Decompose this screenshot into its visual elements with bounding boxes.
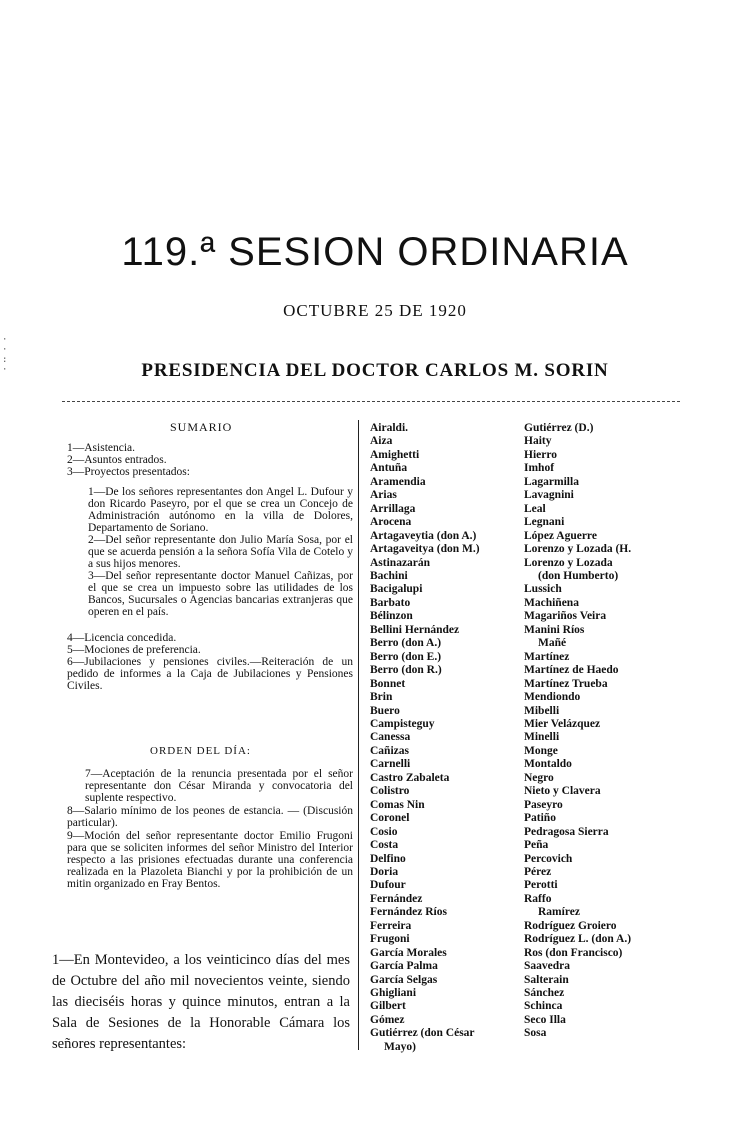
representative-name: Fernández — [370, 892, 423, 905]
representative-name: García Morales — [370, 946, 447, 959]
representative-name: Raffo — [524, 892, 552, 905]
sumario-heading: SUMARIO — [170, 420, 233, 434]
representative-name: Arocena — [370, 516, 412, 529]
representative-name: López Aguerre — [524, 529, 597, 542]
representative-name: Ros (don Francisco) — [524, 946, 623, 959]
representative-name: Amighetti — [370, 448, 420, 461]
representative-name: Martínez Trueba — [524, 677, 608, 690]
representative-name: Colistro — [370, 785, 410, 798]
representative-name: (don Humberto) — [538, 569, 619, 582]
representative-name: García Selgas — [370, 973, 438, 986]
representative-name: Pedragosa Sierra — [524, 825, 609, 838]
representative-name: Nieto y Clavera — [524, 785, 601, 798]
representative-name: Saavedra — [524, 960, 570, 973]
representative-name: Rodríguez Groiero — [524, 919, 617, 932]
representative-name: Bachini — [370, 569, 408, 582]
orden-heading: ORDEN DEL DÍA: — [150, 745, 251, 757]
representative-name: Arias — [370, 489, 397, 502]
top-divider — [62, 401, 680, 402]
representative-name: Cosio — [370, 825, 398, 838]
representative-name: Campisteguy — [370, 717, 435, 730]
representative-name: Mibelli — [524, 704, 560, 717]
representative-name: Martínez — [524, 650, 570, 663]
session-title: 119.ª SESION ORDINARIA — [121, 230, 629, 274]
representative-name: Berro (don R.) — [370, 664, 442, 677]
representative-name: Astinazarán — [370, 556, 431, 569]
representative-name: Dufour — [370, 879, 406, 892]
sumario-item: 4—Licencia concedida. — [67, 632, 177, 644]
representative-name: Delfino — [370, 852, 406, 865]
representative-name: Leal — [524, 502, 546, 515]
orden-item: 9—Moción del señor representante doctor Emilio Frugoni para que se soliciten informes del señor Ministro del Interior respecto a las prisiones efectuadas durante una conferencia realizada en la Plazoleta Bianchi y por la prohibición de un mitin organizado en Fray Bentos. — [67, 830, 353, 890]
orden-item: 8—Salario mínimo de los peones de estancia. — (Discusión particular). — [67, 805, 353, 829]
representative-name: Bonnet — [370, 677, 406, 690]
representative-name: Arrillaga — [370, 502, 416, 515]
representative-name: Sosa — [524, 1027, 547, 1040]
orden-list — [67, 768, 353, 891]
representative-name: Canessa — [370, 731, 411, 744]
sumario-subitem: 2—Del señor representante don Julio María Sosa, por el que se acuerda pensión a la señora Sofía Vila de Cotelo y a sus hijos menores. — [88, 534, 353, 570]
representative-name: Bélinzon — [370, 610, 413, 623]
representative-name: Machiñena — [524, 596, 579, 609]
representative-name: Cañizas — [370, 744, 409, 757]
sumario-item: 3—Proyectos presentados: — [67, 466, 190, 478]
representative-name: Gutiérrez (D.) — [524, 422, 594, 434]
representative-name: Mendiondo — [524, 691, 581, 704]
representative-name: Aiza — [370, 435, 393, 448]
representative-name: Martínez de Haedo — [524, 664, 619, 677]
representative-name: Salterain — [524, 973, 569, 986]
representative-name: Berro (don E.) — [370, 650, 442, 663]
sumario-subitem: 1—De los señores representantes don Angel L. Dufour y don Ricardo Paseyro, por el que se crea un Concejo de Administración autónomo en la villa de Dolores, Departamento de Soriano. — [88, 486, 353, 534]
representative-name: Bacigalupi — [370, 583, 423, 596]
representative-name: Seco Illa — [524, 1013, 566, 1026]
representative-name: Patiño — [524, 812, 556, 825]
representative-name: Paseyro — [524, 798, 563, 811]
representative-name: Lagarmilla — [524, 475, 579, 488]
representative-name: Fernández Ríos — [370, 906, 447, 919]
representative-name: Gilbert — [370, 1000, 406, 1013]
representative-name: García Palma — [370, 960, 438, 973]
representative-name: Negro — [524, 771, 554, 784]
representative-name: Berro (don A.) — [370, 637, 442, 650]
representative-name: Gómez — [370, 1013, 405, 1026]
representative-name: Ferreira — [370, 919, 412, 932]
sumario-item: 2—Asuntos entrados. — [67, 454, 167, 466]
representative-name: Percovich — [524, 852, 573, 865]
representative-name: Aramendia — [370, 475, 426, 488]
representative-name: Pérez — [524, 865, 552, 878]
representative-name: Monge — [524, 744, 558, 757]
sumario-list — [67, 442, 353, 692]
representative-name: Haity — [524, 435, 552, 448]
representative-name: Imhof — [524, 462, 555, 475]
representative-name: Magariños Veira — [524, 610, 607, 623]
representative-name: Schinca — [524, 1000, 563, 1013]
representative-name: Gutiérrez (don César — [370, 1027, 475, 1040]
opening-paragraph: 1—En Montevideo, a los veinticinco días del mes de Octubre del año mil novecientos veinte, siendo las dieciséis horas y quince minutos, entran a la Sala de Sesiones de la Honorable Cámara los señores representantes: — [52, 952, 350, 1052]
representative-name: Ghigliani — [370, 987, 417, 1000]
representative-name: Lussich — [524, 583, 562, 596]
representative-name: Mañé — [538, 637, 567, 650]
representative-name: Mier Velázquez — [524, 717, 601, 730]
representative-name: Artagaveytia (don A.) — [370, 529, 477, 542]
representative-name: Airaldi. — [370, 422, 409, 434]
representative-name: Peña — [524, 839, 549, 852]
representative-name: Minelli — [524, 731, 560, 744]
sumario-subitem: 3—Del señor representante doctor Manuel Cañizas, por el que se crea un impuesto sobre las utilidades de los Bancos, Sucursales o Agencias bancarias extranjeras que operen en el país. — [88, 570, 353, 618]
representative-name: Legnani — [524, 516, 565, 529]
representatives-left-column — [370, 422, 520, 1054]
representative-name: Lavagnini — [524, 489, 574, 502]
representative-name: Sánchez — [524, 987, 565, 1000]
presidency-line: PRESIDENCIA DEL DOCTOR CARLOS M. SORIN — [141, 360, 609, 381]
representative-name: Comas Nin — [370, 798, 425, 811]
representative-name: Perotti — [524, 879, 558, 892]
sumario-item: 6—Jubilaciones y pensiones civiles.—Reiteración de un pedido de informes a la Caja de Jubilaciones y Pensiones Civiles. — [67, 656, 353, 692]
representative-name: Frugoni — [370, 933, 410, 946]
representative-name: Ramírez — [538, 906, 580, 919]
orden-item: 7—Aceptación de la renuncia presentada por el señor representante don César Miranda y convocatoria del suplente respectivo. — [85, 768, 353, 804]
representative-name: Bellini Hernández — [370, 623, 460, 636]
session-date: OCTUBRE 25 DE 1920 — [283, 301, 467, 320]
representative-name: Montaldo — [524, 758, 572, 771]
representative-name: Mayo) — [384, 1040, 416, 1053]
representative-name: Carnelli — [370, 758, 411, 771]
representative-name: Doria — [370, 865, 399, 878]
margin-marks: · · : · — [2, 335, 8, 375]
representatives-right-column — [524, 422, 684, 1041]
representative-name: Artagaveitya (don M.) — [370, 543, 480, 556]
representative-name: Barbato — [370, 596, 411, 609]
representative-name: Brin — [370, 691, 393, 704]
column-divider — [358, 420, 359, 1050]
representative-name: Lorenzo y Lozada (H. — [524, 543, 632, 556]
representative-name: Costa — [370, 839, 399, 852]
representative-name: Rodríguez L. (don A.) — [524, 933, 632, 946]
representative-name: Antuña — [370, 462, 408, 475]
sumario-item: 1—Asistencia. — [67, 442, 136, 454]
representative-name: Coronel — [370, 812, 410, 825]
sumario-item: 5—Mociones de preferencia. — [67, 644, 201, 656]
representative-name: Manini Ríos — [524, 623, 585, 636]
representative-name: Buero — [370, 704, 400, 717]
representative-name: Castro Zabaleta — [370, 771, 450, 784]
representative-name: Lorenzo y Lozada — [524, 556, 613, 569]
representative-name: Hierro — [524, 448, 557, 461]
